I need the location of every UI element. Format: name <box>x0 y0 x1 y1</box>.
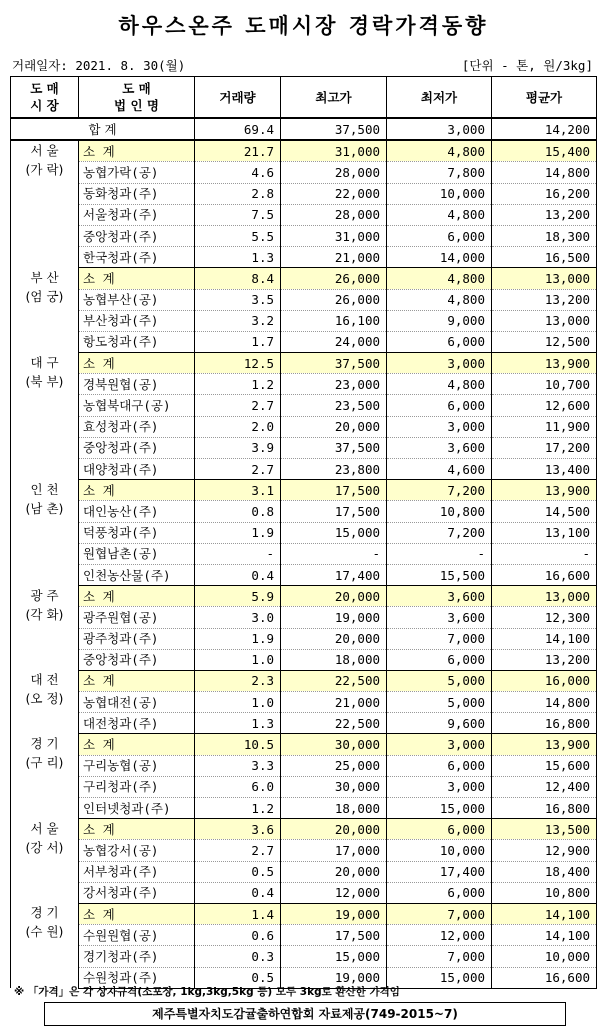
cell-volume: 2.8 <box>195 183 281 204</box>
cell-min: 4,800 <box>387 374 492 395</box>
corp-name: 소 계 <box>79 480 195 501</box>
header-row <box>11 77 597 119</box>
corp-name: 효성청과(주) <box>79 416 195 437</box>
subtotal-row <box>11 140 597 162</box>
price-table <box>10 76 597 989</box>
subtotal-row <box>11 670 597 691</box>
table-row <box>11 776 597 797</box>
cell-max: - <box>281 543 387 564</box>
corp-name: 중앙청과(주) <box>79 649 195 670</box>
table-row <box>11 628 597 649</box>
cell-max: 31,000 <box>281 225 387 246</box>
cell-avg: 14,500 <box>492 501 597 522</box>
market-name-line: (남 촌) <box>25 500 64 516</box>
cell-max: 23,500 <box>281 395 387 416</box>
cell-min: - <box>387 543 492 564</box>
cell-volume: 8.4 <box>195 268 281 289</box>
table-row <box>11 162 597 183</box>
market-name-line: 인 천 <box>30 481 59 497</box>
market-name <box>11 268 79 353</box>
cell-volume: 0.8 <box>195 501 281 522</box>
market-name-line: (엄 궁) <box>25 288 64 304</box>
corp-name: 농협북대구(공) <box>79 395 195 416</box>
total-min: 3,000 <box>387 118 492 140</box>
unit-label: [단위 - 톤, 원/3kg] <box>461 58 593 73</box>
trade-date: 거래일자: 2021. 8. 30(월) <box>12 58 186 73</box>
cell-min: 3,000 <box>387 776 492 797</box>
cell-volume: 1.2 <box>195 798 281 819</box>
cell-avg: 15,400 <box>492 140 597 162</box>
cell-max: 22,500 <box>281 713 387 734</box>
cell-min: 17,400 <box>387 861 492 882</box>
corp-name: 동화청과(주) <box>79 183 195 204</box>
cell-avg: 12,400 <box>492 776 597 797</box>
cell-min: 14,000 <box>387 247 492 268</box>
cell-max: 26,000 <box>281 268 387 289</box>
cell-volume: 1.0 <box>195 649 281 670</box>
cell-avg: 17,200 <box>492 437 597 458</box>
cell-volume: 3.1 <box>195 480 281 501</box>
cell-avg: 12,300 <box>492 607 597 628</box>
cell-max: 17,500 <box>281 480 387 501</box>
cell-volume: 0.5 <box>195 861 281 882</box>
cell-min: 6,000 <box>387 331 492 352</box>
cell-volume: 3.2 <box>195 310 281 331</box>
header-min: 최저가 <box>387 77 492 119</box>
cell-avg: 14,100 <box>492 925 597 946</box>
cell-volume: 1.9 <box>195 628 281 649</box>
cell-avg: 13,500 <box>492 819 597 840</box>
cell-min: 4,800 <box>387 289 492 310</box>
cell-min: 7,200 <box>387 522 492 543</box>
cell-avg: 13,200 <box>492 204 597 225</box>
corp-name: 구리청과(주) <box>79 776 195 797</box>
header-market-line2: 시 장 <box>30 98 59 113</box>
cell-volume: 2.0 <box>195 416 281 437</box>
cell-avg: 16,800 <box>492 798 597 819</box>
corp-name: 소 계 <box>79 903 195 924</box>
cell-volume: 2.3 <box>195 670 281 691</box>
corp-name: 농협강서(공) <box>79 840 195 861</box>
cell-min: 10,000 <box>387 840 492 861</box>
table-row <box>11 882 597 903</box>
cell-max: 20,000 <box>281 819 387 840</box>
table-row <box>11 798 597 819</box>
corp-name: 소 계 <box>79 586 195 607</box>
table-row <box>11 437 597 458</box>
cell-max: 30,000 <box>281 734 387 755</box>
cell-avg: 10,000 <box>492 946 597 967</box>
table-row <box>11 649 597 670</box>
market-name-line: (오 정) <box>25 691 64 707</box>
cell-min: 3,000 <box>387 416 492 437</box>
table-row <box>11 861 597 882</box>
market-name <box>11 670 79 734</box>
cell-volume: 7.5 <box>195 204 281 225</box>
corp-name: 광주청과(주) <box>79 628 195 649</box>
corp-name: 소 계 <box>79 819 195 840</box>
cell-min: 6,000 <box>387 882 492 903</box>
cell-max: 19,000 <box>281 607 387 628</box>
cell-volume: 0.4 <box>195 882 281 903</box>
market-name-line: (각 화) <box>25 606 64 622</box>
footnote: ※ 「가격」은 각 상자규격(소포장, 1kg,3kg,5kg 등) 모두 3kg로 환산한 가격임 <box>14 986 400 998</box>
cell-avg: 14,800 <box>492 162 597 183</box>
cell-min: 6,000 <box>387 819 492 840</box>
cell-avg: 12,600 <box>492 395 597 416</box>
cell-avg: 16,500 <box>492 247 597 268</box>
corp-name: 항도청과(주) <box>79 331 195 352</box>
subtotal-row <box>11 480 597 501</box>
market-name-line: (가 락) <box>25 162 64 178</box>
cell-volume: 0.6 <box>195 925 281 946</box>
cell-avg: 16,600 <box>492 967 597 988</box>
cell-volume: 5.5 <box>195 225 281 246</box>
subtotal-row <box>11 819 597 840</box>
table-row <box>11 459 597 480</box>
table-row <box>11 310 597 331</box>
cell-volume: 0.4 <box>195 564 281 585</box>
cell-volume: 1.2 <box>195 374 281 395</box>
cell-avg: 10,700 <box>492 374 597 395</box>
subtotal-row <box>11 734 597 755</box>
cell-avg: 13,000 <box>492 310 597 331</box>
cell-avg: 14,100 <box>492 903 597 924</box>
cell-max: 21,000 <box>281 692 387 713</box>
cell-avg: 16,600 <box>492 564 597 585</box>
corp-name: 농협가락(공) <box>79 162 195 183</box>
market-name-line: 부 산 <box>30 269 59 285</box>
header-market-line1: 도 매 <box>30 81 59 96</box>
market-name-line: (구 리) <box>25 754 64 770</box>
cell-volume: 5.9 <box>195 586 281 607</box>
cell-avg: 13,900 <box>492 734 597 755</box>
page-title: 하우스온주 도매시장 경락가격동향 <box>118 14 489 38</box>
cell-min: 7,000 <box>387 946 492 967</box>
cell-min: 7,800 <box>387 162 492 183</box>
table-row <box>11 289 597 310</box>
cell-min: 15,000 <box>387 798 492 819</box>
cell-max: 28,000 <box>281 162 387 183</box>
cell-max: 17,500 <box>281 925 387 946</box>
cell-min: 4,800 <box>387 140 492 162</box>
table-row <box>11 501 597 522</box>
market-name-line: 경 기 <box>30 905 59 921</box>
cell-min: 7,000 <box>387 628 492 649</box>
corp-name: 중앙청과(주) <box>79 225 195 246</box>
table-row <box>11 607 597 628</box>
cell-min: 3,000 <box>387 353 492 374</box>
table-row <box>11 522 597 543</box>
table-row <box>11 395 597 416</box>
cell-min: 3,600 <box>387 607 492 628</box>
market-name <box>11 353 79 480</box>
corp-name: 소 계 <box>79 353 195 374</box>
header-corp-line1: 도 매 <box>122 81 151 96</box>
cell-min: 10,800 <box>387 501 492 522</box>
cell-max: 37,500 <box>281 437 387 458</box>
subtotal-row <box>11 353 597 374</box>
cell-volume: 3.9 <box>195 437 281 458</box>
market-name-line: 광 주 <box>30 587 59 603</box>
market-name <box>11 903 79 988</box>
total-label: 합 계 <box>11 118 195 140</box>
corp-name: 대양청과(주) <box>79 459 195 480</box>
cell-max: 30,000 <box>281 776 387 797</box>
market-name-line: (북 부) <box>25 373 64 389</box>
table-row <box>11 416 597 437</box>
header-volume: 거래량 <box>195 77 281 119</box>
corp-name: 원협남촌(공) <box>79 543 195 564</box>
cell-min: 7,000 <box>387 903 492 924</box>
cell-avg: 13,900 <box>492 480 597 501</box>
table-row <box>11 225 597 246</box>
corp-name: 중앙청과(주) <box>79 437 195 458</box>
cell-avg: 13,100 <box>492 522 597 543</box>
source-credit: 제주특별자치도감귤출하연합회 자료제공(749-2015~7) <box>44 1002 566 1026</box>
cell-max: 20,000 <box>281 628 387 649</box>
cell-volume: 1.3 <box>195 247 281 268</box>
cell-min: 6,000 <box>387 225 492 246</box>
subtotal-row <box>11 903 597 924</box>
cell-max: 16,100 <box>281 310 387 331</box>
table-row <box>11 543 597 564</box>
cell-min: 6,000 <box>387 755 492 776</box>
cell-avg: 18,400 <box>492 861 597 882</box>
market-name-line: (수 원) <box>25 924 64 940</box>
header-corp-line2: 법 인 명 <box>114 98 159 113</box>
cell-max: 26,000 <box>281 289 387 310</box>
cell-max: 17,000 <box>281 840 387 861</box>
table-row <box>11 331 597 352</box>
cell-min: 15,500 <box>387 564 492 585</box>
cell-avg: 13,000 <box>492 268 597 289</box>
cell-max: 17,400 <box>281 564 387 585</box>
total-avg: 14,200 <box>492 118 597 140</box>
cell-max: 37,500 <box>281 353 387 374</box>
subtotal-row <box>11 586 597 607</box>
table-row <box>11 183 597 204</box>
cell-max: 25,000 <box>281 755 387 776</box>
cell-volume: 10.5 <box>195 734 281 755</box>
cell-volume: 21.7 <box>195 140 281 162</box>
cell-max: 15,000 <box>281 946 387 967</box>
cell-max: 19,000 <box>281 967 387 988</box>
table-row <box>11 925 597 946</box>
table-row <box>11 374 597 395</box>
market-name-line: (강 서) <box>25 839 64 855</box>
cell-avg: 16,200 <box>492 183 597 204</box>
cell-min: 6,000 <box>387 395 492 416</box>
market-name-line: 서 울 <box>30 143 59 159</box>
cell-volume: 1.3 <box>195 713 281 734</box>
header-corp <box>79 77 195 119</box>
table-row <box>11 840 597 861</box>
cell-min: 7,200 <box>387 480 492 501</box>
cell-min: 15,000 <box>387 967 492 988</box>
corp-name: 소 계 <box>79 268 195 289</box>
cell-volume: 2.7 <box>195 840 281 861</box>
corp-name: 소 계 <box>79 140 195 162</box>
header-max: 최고가 <box>281 77 387 119</box>
total-row <box>11 118 597 140</box>
cell-volume: 3.0 <box>195 607 281 628</box>
corp-name: 농협부산(공) <box>79 289 195 310</box>
cell-avg: 13,000 <box>492 586 597 607</box>
cell-max: 12,000 <box>281 882 387 903</box>
cell-max: 31,000 <box>281 140 387 162</box>
cell-avg: 14,800 <box>492 692 597 713</box>
cell-min: 3,000 <box>387 734 492 755</box>
cell-volume: - <box>195 543 281 564</box>
market-name-line: 서 울 <box>30 820 59 836</box>
table-row <box>11 692 597 713</box>
market-name <box>11 480 79 586</box>
cell-volume: 1.7 <box>195 331 281 352</box>
cell-avg: 16,000 <box>492 670 597 691</box>
market-name <box>11 734 79 819</box>
market-name-line: 대 전 <box>30 672 59 688</box>
subtotal-row <box>11 268 597 289</box>
market-name <box>11 140 79 268</box>
cell-avg: 13,900 <box>492 353 597 374</box>
table-row <box>11 755 597 776</box>
cell-min: 5,000 <box>387 670 492 691</box>
table-row <box>11 946 597 967</box>
cell-max: 19,000 <box>281 903 387 924</box>
cell-min: 4,800 <box>387 204 492 225</box>
header-avg: 평균가 <box>492 77 597 119</box>
cell-volume: 2.7 <box>195 395 281 416</box>
corp-name: 수원청과(주) <box>79 967 195 988</box>
cell-volume: 1.0 <box>195 692 281 713</box>
cell-avg: 16,800 <box>492 713 597 734</box>
market-name-line: 경 기 <box>30 735 59 751</box>
total-max: 37,500 <box>281 118 387 140</box>
cell-volume: 6.0 <box>195 776 281 797</box>
corp-name: 구리농협(공) <box>79 755 195 776</box>
corp-name: 인터넷청과(주) <box>79 798 195 819</box>
total-volume: 69.4 <box>195 118 281 140</box>
cell-avg: - <box>492 543 597 564</box>
corp-name: 부산청과(주) <box>79 310 195 331</box>
cell-max: 18,000 <box>281 798 387 819</box>
cell-avg: 13,200 <box>492 289 597 310</box>
table-row <box>11 713 597 734</box>
cell-max: 24,000 <box>281 331 387 352</box>
cell-volume: 0.3 <box>195 946 281 967</box>
corp-name: 경북원협(공) <box>79 374 195 395</box>
cell-avg: 15,600 <box>492 755 597 776</box>
cell-max: 21,000 <box>281 247 387 268</box>
cell-volume: 1.9 <box>195 522 281 543</box>
cell-volume: 12.5 <box>195 353 281 374</box>
cell-max: 23,800 <box>281 459 387 480</box>
table-row <box>11 204 597 225</box>
cell-max: 22,500 <box>281 670 387 691</box>
cell-volume: 4.6 <box>195 162 281 183</box>
corp-name: 대인농산(주) <box>79 501 195 522</box>
market-name <box>11 586 79 671</box>
cell-volume: 0.5 <box>195 967 281 988</box>
cell-avg: 18,300 <box>492 225 597 246</box>
cell-avg: 10,800 <box>492 882 597 903</box>
cell-min: 10,000 <box>387 183 492 204</box>
cell-min: 6,000 <box>387 649 492 670</box>
cell-max: 23,000 <box>281 374 387 395</box>
corp-name: 덕풍청과(주) <box>79 522 195 543</box>
cell-volume: 3.6 <box>195 819 281 840</box>
cell-max: 18,000 <box>281 649 387 670</box>
cell-max: 20,000 <box>281 586 387 607</box>
cell-min: 3,600 <box>387 437 492 458</box>
cell-avg: 11,900 <box>492 416 597 437</box>
market-name-line: 대 구 <box>30 354 59 370</box>
corp-name: 경기청과(주) <box>79 946 195 967</box>
corp-name: 농협대전(공) <box>79 692 195 713</box>
corp-name: 서부청과(주) <box>79 861 195 882</box>
cell-max: 22,000 <box>281 183 387 204</box>
cell-max: 20,000 <box>281 861 387 882</box>
cell-min: 4,600 <box>387 459 492 480</box>
market-name <box>11 819 79 904</box>
cell-max: 20,000 <box>281 416 387 437</box>
header-market <box>11 77 79 119</box>
cell-avg: 12,500 <box>492 331 597 352</box>
table-row <box>11 247 597 268</box>
corp-name: 소 계 <box>79 670 195 691</box>
cell-max: 28,000 <box>281 204 387 225</box>
cell-volume: 3.3 <box>195 755 281 776</box>
cell-volume: 2.7 <box>195 459 281 480</box>
corp-name: 소 계 <box>79 734 195 755</box>
cell-avg: 12,900 <box>492 840 597 861</box>
cell-max: 17,500 <box>281 501 387 522</box>
cell-volume: 1.4 <box>195 903 281 924</box>
cell-volume: 3.5 <box>195 289 281 310</box>
cell-avg: 14,100 <box>492 628 597 649</box>
corp-name: 한국청과(주) <box>79 247 195 268</box>
corp-name: 수원원협(공) <box>79 925 195 946</box>
corp-name: 대전청과(주) <box>79 713 195 734</box>
cell-avg: 13,200 <box>492 649 597 670</box>
corp-name: 광주원협(공) <box>79 607 195 628</box>
cell-min: 9,600 <box>387 713 492 734</box>
table-row <box>11 564 597 585</box>
cell-avg: 13,400 <box>492 459 597 480</box>
corp-name: 서울청과(주) <box>79 204 195 225</box>
cell-min: 5,000 <box>387 692 492 713</box>
cell-min: 4,800 <box>387 268 492 289</box>
corp-name: 강서청과(주) <box>79 882 195 903</box>
cell-max: 15,000 <box>281 522 387 543</box>
cell-min: 12,000 <box>387 925 492 946</box>
cell-min: 3,600 <box>387 586 492 607</box>
corp-name: 인천농산물(주) <box>79 564 195 585</box>
cell-min: 9,000 <box>387 310 492 331</box>
